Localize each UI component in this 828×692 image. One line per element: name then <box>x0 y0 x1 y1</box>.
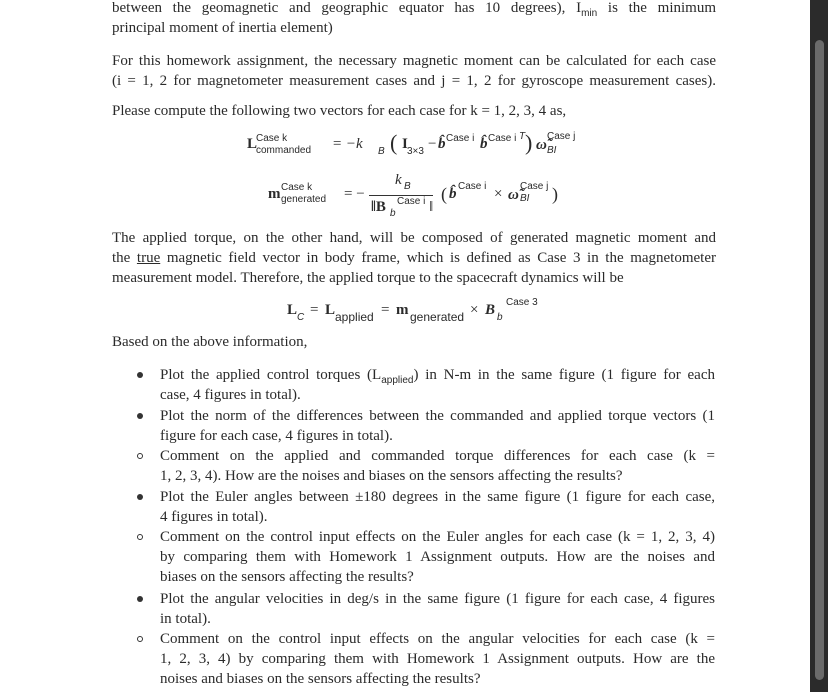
list-item-cont: noises and biases on the sensors affecting the results? <box>160 671 481 687</box>
para3-line-2: the true magnetic field vector in body frame, which is defined as Case 3 in the magnetometer <box>112 250 716 266</box>
list-item-cont: figure for each case, 4 figures in total). <box>160 428 393 444</box>
bullet-circle-icon <box>137 453 143 459</box>
list-item-cont: case, 4 figures in total). <box>160 387 301 403</box>
list-item: Comment on the control input effects on the angular velocities for each case (k = <box>160 631 715 647</box>
para4: Based on the above information, <box>112 334 308 350</box>
para1-line-1: For this homework assignment, the necessary magnetic moment can be calculated for each case <box>112 53 716 69</box>
list-item: Plot the norm of the differences between the commanded and applied torque vectors (1 <box>160 408 715 424</box>
bullet-dot-icon <box>137 596 143 602</box>
list-item-cont: 4 figures in total). <box>160 509 268 525</box>
para3-line-1: The applied torque, on the other hand, will be composed of generated magnetic moment and <box>112 230 716 246</box>
intro-line-1: between the geomagnetic and geographic equator has 10 degrees), $I_{min}$ is the minimum <box>112 0 716 19</box>
intro-line-2: principal moment of inertia element) <box>112 20 333 36</box>
list-item-cont: in total). <box>160 611 211 627</box>
bullet-circle-icon <box>137 534 143 540</box>
list-item-cont: by comparing them with Homework 1 Assignment outputs. How are the noises and <box>160 549 715 565</box>
document-page: between the geomagnetic and geographic equator has 10 degrees), $I_{min}$ is the minimum principal moment of inertia element) For this homework assignment, the necessary magnetic moment can be calculated for each case (i = 1, 2 for magnetometer measurement cases and j = 1, 2 for gyroscope measurement cases). Please compute the following two vectors for each case for k = 1, 2, 3, 4 as, L Case k commanded = −k B ( I 3×3 − b̂ Case i b̂ Case i T ) ω̃ Case j BI m Case k generated = − k B ‖B b Case i ‖ ( b̂ Case i × ω̃ Case j BI ) The applied torque, on the other hand, will be composed of generated magnetic moment and the true magnetic field vector in body frame, which is defined as Case 3 in the magnetometer measurement model. Therefore, the applied torque to the spacecraft dynamics will be L C = L applied = m generated × B b Case 3 Based on the above information, Plot the applied control torques $(L_{applied})$ in N-m in the same figure (1 figure for each case, 4 figures in total). Plot the norm of the differences between the commanded and applied torque vectors (1 figure for each case, 4 figures in total). Comment on the applied and commanded torque differences for each case (k = 1, 2, 3, 4). How are the noises and biases on the sensors affecting the results? Plot the Euler angles between ±180 degrees in the same figure (1 figure for each case, 4 figures in total). Comment on the control input effects on the Euler angles for each case (k = 1, 2, 3, 4) by comparing them with Homework 1 Assignment outputs. How are the noises and biases on the sensors affecting the results? Plot the angular velocities in deg/s in the same figure (1 figure for each case, 4 figures in total). Comment on the control input effects on the angular velocities for each case (k = 1, 2, 3, 4) by comparing them with Homework 1 Assignment outputs. How are the noises and biases on the sensors affecting the results? <box>0 0 810 692</box>
list-item: Plot the angular velocities in deg/s in the same figure (1 figure for each case, 4 figures <box>160 591 715 607</box>
list-item: Plot the applied control torques $(L_{applied})$ in N-m in the same figure (1 figure for each <box>160 367 715 386</box>
para2: Please compute the following two vectors for each case for k = 1, 2, 3, 4 as, <box>112 103 567 119</box>
scrollbar-thumb[interactable] <box>815 40 824 680</box>
bullet-circle-icon <box>137 636 143 642</box>
bullet-dot-icon <box>137 413 143 419</box>
para3-line-3: measurement model. Therefore, the applied torque to the spacecraft dynamics will be <box>112 270 624 286</box>
list-item-cont: 1, 2, 3, 4) by comparing them with Homework 1 Assignment outputs. How are the <box>160 651 715 667</box>
bullet-dot-icon <box>137 494 143 500</box>
list-item: Comment on the control input effects on the Euler angles for each case (k = 1, 2, 3, 4) <box>160 529 715 545</box>
bullet-dot-icon <box>137 372 143 378</box>
list-item-cont: 1, 2, 3, 4). How are the noises and biases on the sensors affecting the results? <box>160 468 623 484</box>
list-item: Plot the Euler angles between ±180 degrees in the same figure (1 figure for each case, <box>160 489 715 505</box>
para1-line-2: (i = 1, 2 for magnetometer measurement cases and j = 1, 2 for gyroscope measurement cases). <box>112 73 716 89</box>
list-item: Comment on the applied and commanded torque differences for each case (k = <box>160 448 715 464</box>
vertical-scrollbar[interactable] <box>810 0 828 692</box>
list-item-cont: biases on the sensors affecting the results? <box>160 569 414 585</box>
